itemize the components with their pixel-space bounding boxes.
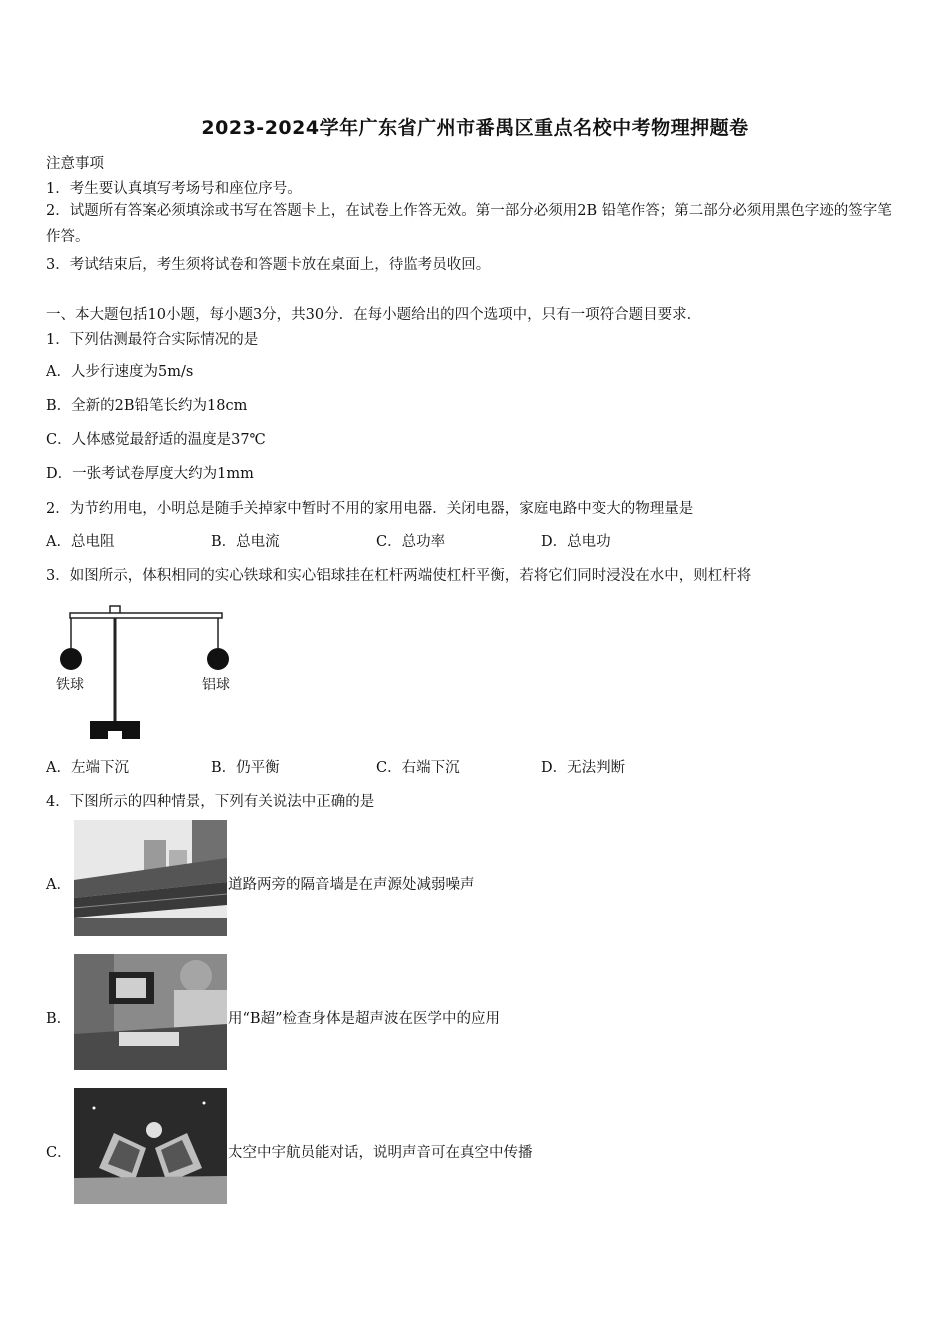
q4-c-label: C． [46,1145,72,1161]
q4-c-text: 太空中宇航员能对话，说明声音可在真空中传播 [228,1145,533,1161]
aluminum-ball-label: 铝球 [202,677,230,693]
b-ultrasound-photo [74,954,227,1070]
q1-option-d: D．一张考试卷厚度大约为1mm [46,466,254,482]
q4-a-label: A． [46,877,71,893]
notice-item-3: 3．考试结束后，考生须将试卷和答题卡放在桌面上，待监考员收回。 [46,257,491,273]
page-title: 2023-2024学年广东省广州市番禺区重点名校中考物理押题卷 [201,117,749,139]
q2-stem: 2．为节约用电，小明总是随手关掉家中暂时不用的家用电器．关闭电器，家庭电路中变大的物理量是 [46,501,694,517]
q2-option-d: D．总电功 [541,534,611,550]
aluminum-ball [207,648,229,670]
q2-option-c: C．总功率 [376,534,446,550]
q3-option-b: B．仍平衡 [211,760,280,776]
q1-stem: 1．下列估测最符合实际情况的是 [46,332,259,348]
q1-option-a: A．人步行速度为5m/s [46,364,194,380]
q3-option-a: A．左端下沉 [46,760,129,776]
notice-item-2: 2．试题所有答案必须填涂或书写在答题卡上，在试卷上作答无效。第一部分必须用2B 铅笔作答；第二部分必须用黑色字迹的签字笔作答。 [46,203,892,245]
iron-ball-label: 铁球 [56,677,84,693]
lever-figure [50,603,250,743]
notice-heading: 注意事项 [46,156,104,172]
q3-stem: 3．如图所示，体积相同的实心铁球和实心铝球挂在杠杆两端使杠杆平衡，若将它们同时浸没在水中，则杠杆将 [46,568,752,584]
section-heading: 一、本大题包括10小题，每小题3分，共30分．在每小题给出的四个选项中，只有一项符合题目要求． [46,307,702,323]
q4-b-label: B． [46,1011,72,1027]
q1-option-b: B．全新的2B铅笔长约为18cm [46,398,248,414]
iron-ball [60,648,82,670]
q3-option-d: D．无法判断 [541,760,626,776]
q2-option-b: B．总电流 [211,534,280,550]
notice-item-1: 1．考生要认真填写考场号和座位序号。 [46,181,302,197]
q2-option-a: A．总电阻 [46,534,115,550]
q1-option-c: C．人体感觉最舒适的温度是37℃ [46,432,266,448]
q4-stem: 4．下图所示的四种情景，下列有关说法中正确的是 [46,794,375,810]
q3-option-c: C．右端下沉 [376,760,460,776]
astronauts-photo [74,1088,227,1204]
q4-b-text: 用“B超”检查身体是超声波在医学中的应用 [228,1011,500,1027]
noise-barrier-photo [74,820,227,936]
q4-a-text: 道路两旁的隔音墙是在声源处减弱噪声 [228,877,475,893]
